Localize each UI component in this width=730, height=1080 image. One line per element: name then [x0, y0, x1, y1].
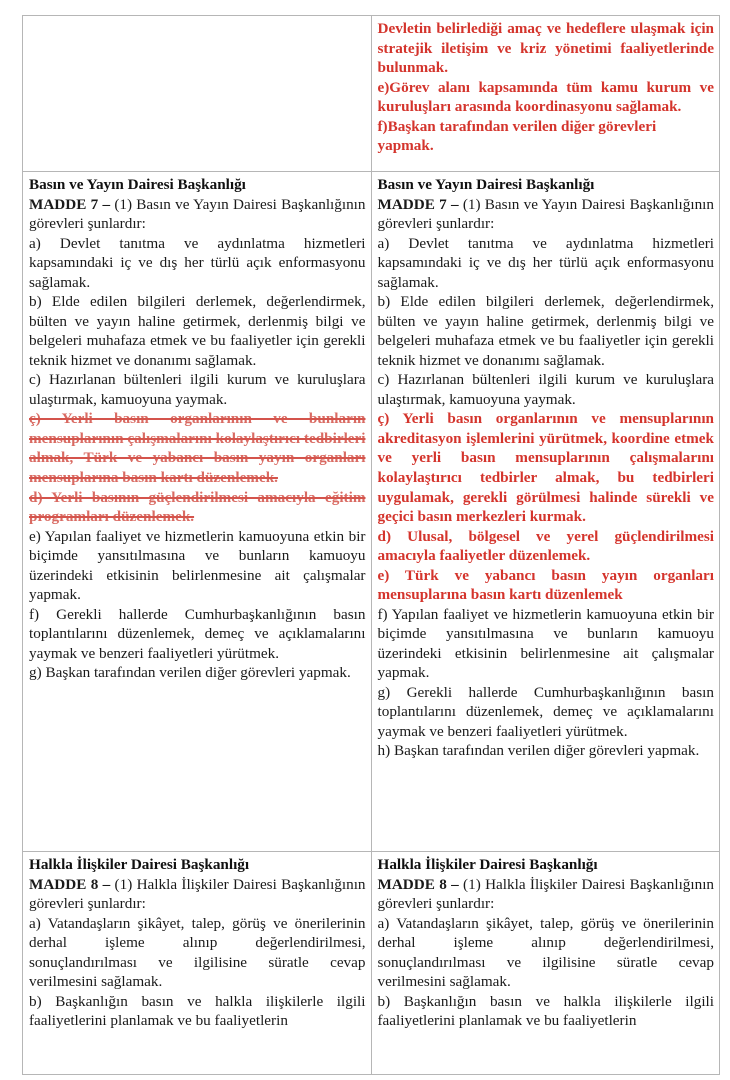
cell-right-row2 [371, 172, 720, 852]
cell-left-row3 [23, 852, 372, 1075]
paragraph: h) Başkan tarafından verilen diğer görevleri yapmak. [377, 742, 700, 760]
paragraph: g) Gerekli hallerde Cumhurbaşkanlığının basın toplantılarını düzenlemek, demeç ve açıklamalarını yaymak ve benzeri faaliyetleri yürütmek. [377, 683, 714, 740]
paragraph-madde [29, 875, 366, 914]
paragraph: c) Hazırlanan bültenleri ilgili kurum ve kuruluşlara ulaştırmak, kamuoyuna yaymak. [29, 371, 366, 408]
cell-right-row1 [371, 16, 720, 172]
section-heading: Halkla İlişkiler Dairesi Başkanlığı [377, 856, 598, 873]
paragraph: a) Vatandaşların şikâyet, talep, görüş ve önerilerinin derhal işleme alınıp değerlendirilmesi, sonuçlandırılması ve ilgilisine süratle cevap verilmesini sağlamak. [377, 914, 714, 991]
madde-text: (1) Halkla İlişkiler Dairesi Başkanlığının görevleri şunlardır: [29, 875, 366, 913]
cell-left-row2 [23, 172, 372, 852]
paragraph: f) Gerekli hallerde Cumhurbaşkanlığının basın toplantılarını düzenlemek, demeç ve açıklamalarını yaymak ve benzeri faaliyetleri yürütmek. [29, 605, 366, 662]
paragraph: b) Elde edilen bilgileri derlemek, değerlendirmek, bülten ve yayın haline getirmek, derlenmiş bilgi ve belgeleri muhafaza etmek ve bu faaliyetler için gerekli teknik hizmet ve donanımı sağlamak. [377, 293, 714, 369]
paragraph-deleted: d) Yerli basının güçlendirilmesi amacıyla eğitim programları düzenlemek. [29, 488, 366, 526]
paragraph-red: Devletin belirlediği amaç ve hedeflere ulaşmak için stratejik iletişim ve kriz yönetimi faaliyetlerinde bulunmak. [377, 20, 714, 77]
paragraph: b) Elde edilen bilgileri derlemek, değerlendirmek, bülten ve yayın haline getirmek, derlenmiş bilgi ve belgeleri muhafaza etmek ve bu faaliyetler için gerekli teknik hizmet ve donanımı sağlamak. [29, 293, 366, 369]
paragraph: a) Devlet tanıtma ve aydınlatma hizmetleri kapsamındaki iç ve dış her türlü açık enformasyonu sağlamak. [29, 234, 366, 291]
section-heading: Halkla İlişkiler Dairesi Başkanlığı [29, 856, 250, 873]
madde-text: (1) Halkla İlişkiler Dairesi Başkanlığının görevleri şunlardır: [377, 875, 715, 913]
paragraph-madde [378, 195, 715, 234]
paragraph: a) Vatandaşların şikâyet, talep, görüş ve önerilerinin derhal işleme alınıp değerlendirilmesi, sonuçlandırılması ve ilgilisine süratle cevap verilmesini sağlamak. [29, 914, 366, 991]
table-row [23, 172, 720, 852]
paragraph: e) Yapılan faaliyet ve hizmetlerin kamuoyuna etkin bir biçimde yansıtılmasına ve bunların kamuoyu üzerindeki etkisinin belirlenmesine ait çalışmalar yapmak. [29, 527, 366, 604]
madde-label: MADDE 8 – [29, 875, 115, 893]
paragraph: b) Başkanlığın basın ve halkla ilişkilerle ilgili faaliyetlerini planlamak ve bu faaliyetlerin [29, 992, 366, 1030]
paragraph-red: ç) Yerli basın organlarının ve mensuplarının akreditasyon işlemlerini yürütmek, koordine etmek ve yerli basın mensuplarının çalışmalarını kolaylaştırıcı tedbirler almak, bu tedbirleri uygulamak, gerekli görülmesi halinde sürekli ve geçici basın merkezleri kurmak. [377, 410, 714, 526]
section-heading: Basın ve Yayın Dairesi Başkanlığı [377, 176, 595, 193]
paragraph-red: d) Ulusal, bölgesel ve yerel güçlendirilmesi amacıyla faaliyetler düzenlemek. [377, 527, 714, 565]
madde-label: MADDE 7 – [29, 195, 115, 213]
paragraph: c) Hazırlanan bültenleri ilgili kurum ve kuruluşlara ulaştırmak, kamuoyuna yaymak. [377, 371, 714, 408]
paragraph-red: e)Görev alanı kapsamında tüm kamu kurum ve kuruluşları arasında koordinasyonu sağlamak. [377, 78, 714, 116]
paragraph-deleted: ç) Yerli basın organlarının ve bunların mensuplarının çalışmalarını kolaylaştırıcı tedbirleri almak, Türk ve yabancı basın yayın organları mensuplarına basın kartı düzenlemek. [29, 410, 366, 486]
cell-right-row3 [371, 852, 720, 1075]
paragraph: f) Yapılan faaliyet ve hizmetlerin kamuoyuna etkin bir biçimde yansıtılmasına ve bunların kamuoyu üzerindeki etkisinin belirlenmesine ait çalışmalar yapmak. [377, 605, 714, 682]
section-heading: Basın ve Yayın Dairesi Başkanlığı [29, 176, 246, 193]
paragraph-red: e) Türk ve yabancı basın yayın organları mensuplarına basın kartı düzenlemek [377, 566, 714, 604]
cell-left-row1 [23, 16, 372, 172]
paragraph-madde [378, 875, 715, 914]
paragraph-red: f)Başkan tarafından verilen diğer görevleri yapmak. [377, 117, 657, 155]
table-body [23, 16, 720, 1075]
paragraph: g) Başkan tarafından verilen diğer görevleri yapmak. [29, 664, 351, 682]
table-row [23, 16, 720, 172]
table-row [23, 852, 720, 1075]
paragraph-madde [29, 195, 366, 234]
madde-label: MADDE 8 – [377, 875, 464, 893]
comparison-table [22, 15, 720, 1075]
madde-label: MADDE 7 – [377, 195, 463, 213]
paragraph: a) Devlet tanıtma ve aydınlatma hizmetleri kapsamındaki iç ve dış her türlü açık enformasyonu sağlamak. [377, 234, 714, 291]
madde-text: (1) Basın ve Yayın Dairesi Başkanlığının görevleri şunlardır: [29, 195, 366, 233]
madde-text: (1) Basın ve Yayın Dairesi Başkanlığının görevleri şunlardır: [377, 195, 714, 233]
paragraph: b) Başkanlığın basın ve halkla ilişkilerle ilgili faaliyetlerini planlamak ve bu faaliyetlerin [377, 992, 714, 1030]
